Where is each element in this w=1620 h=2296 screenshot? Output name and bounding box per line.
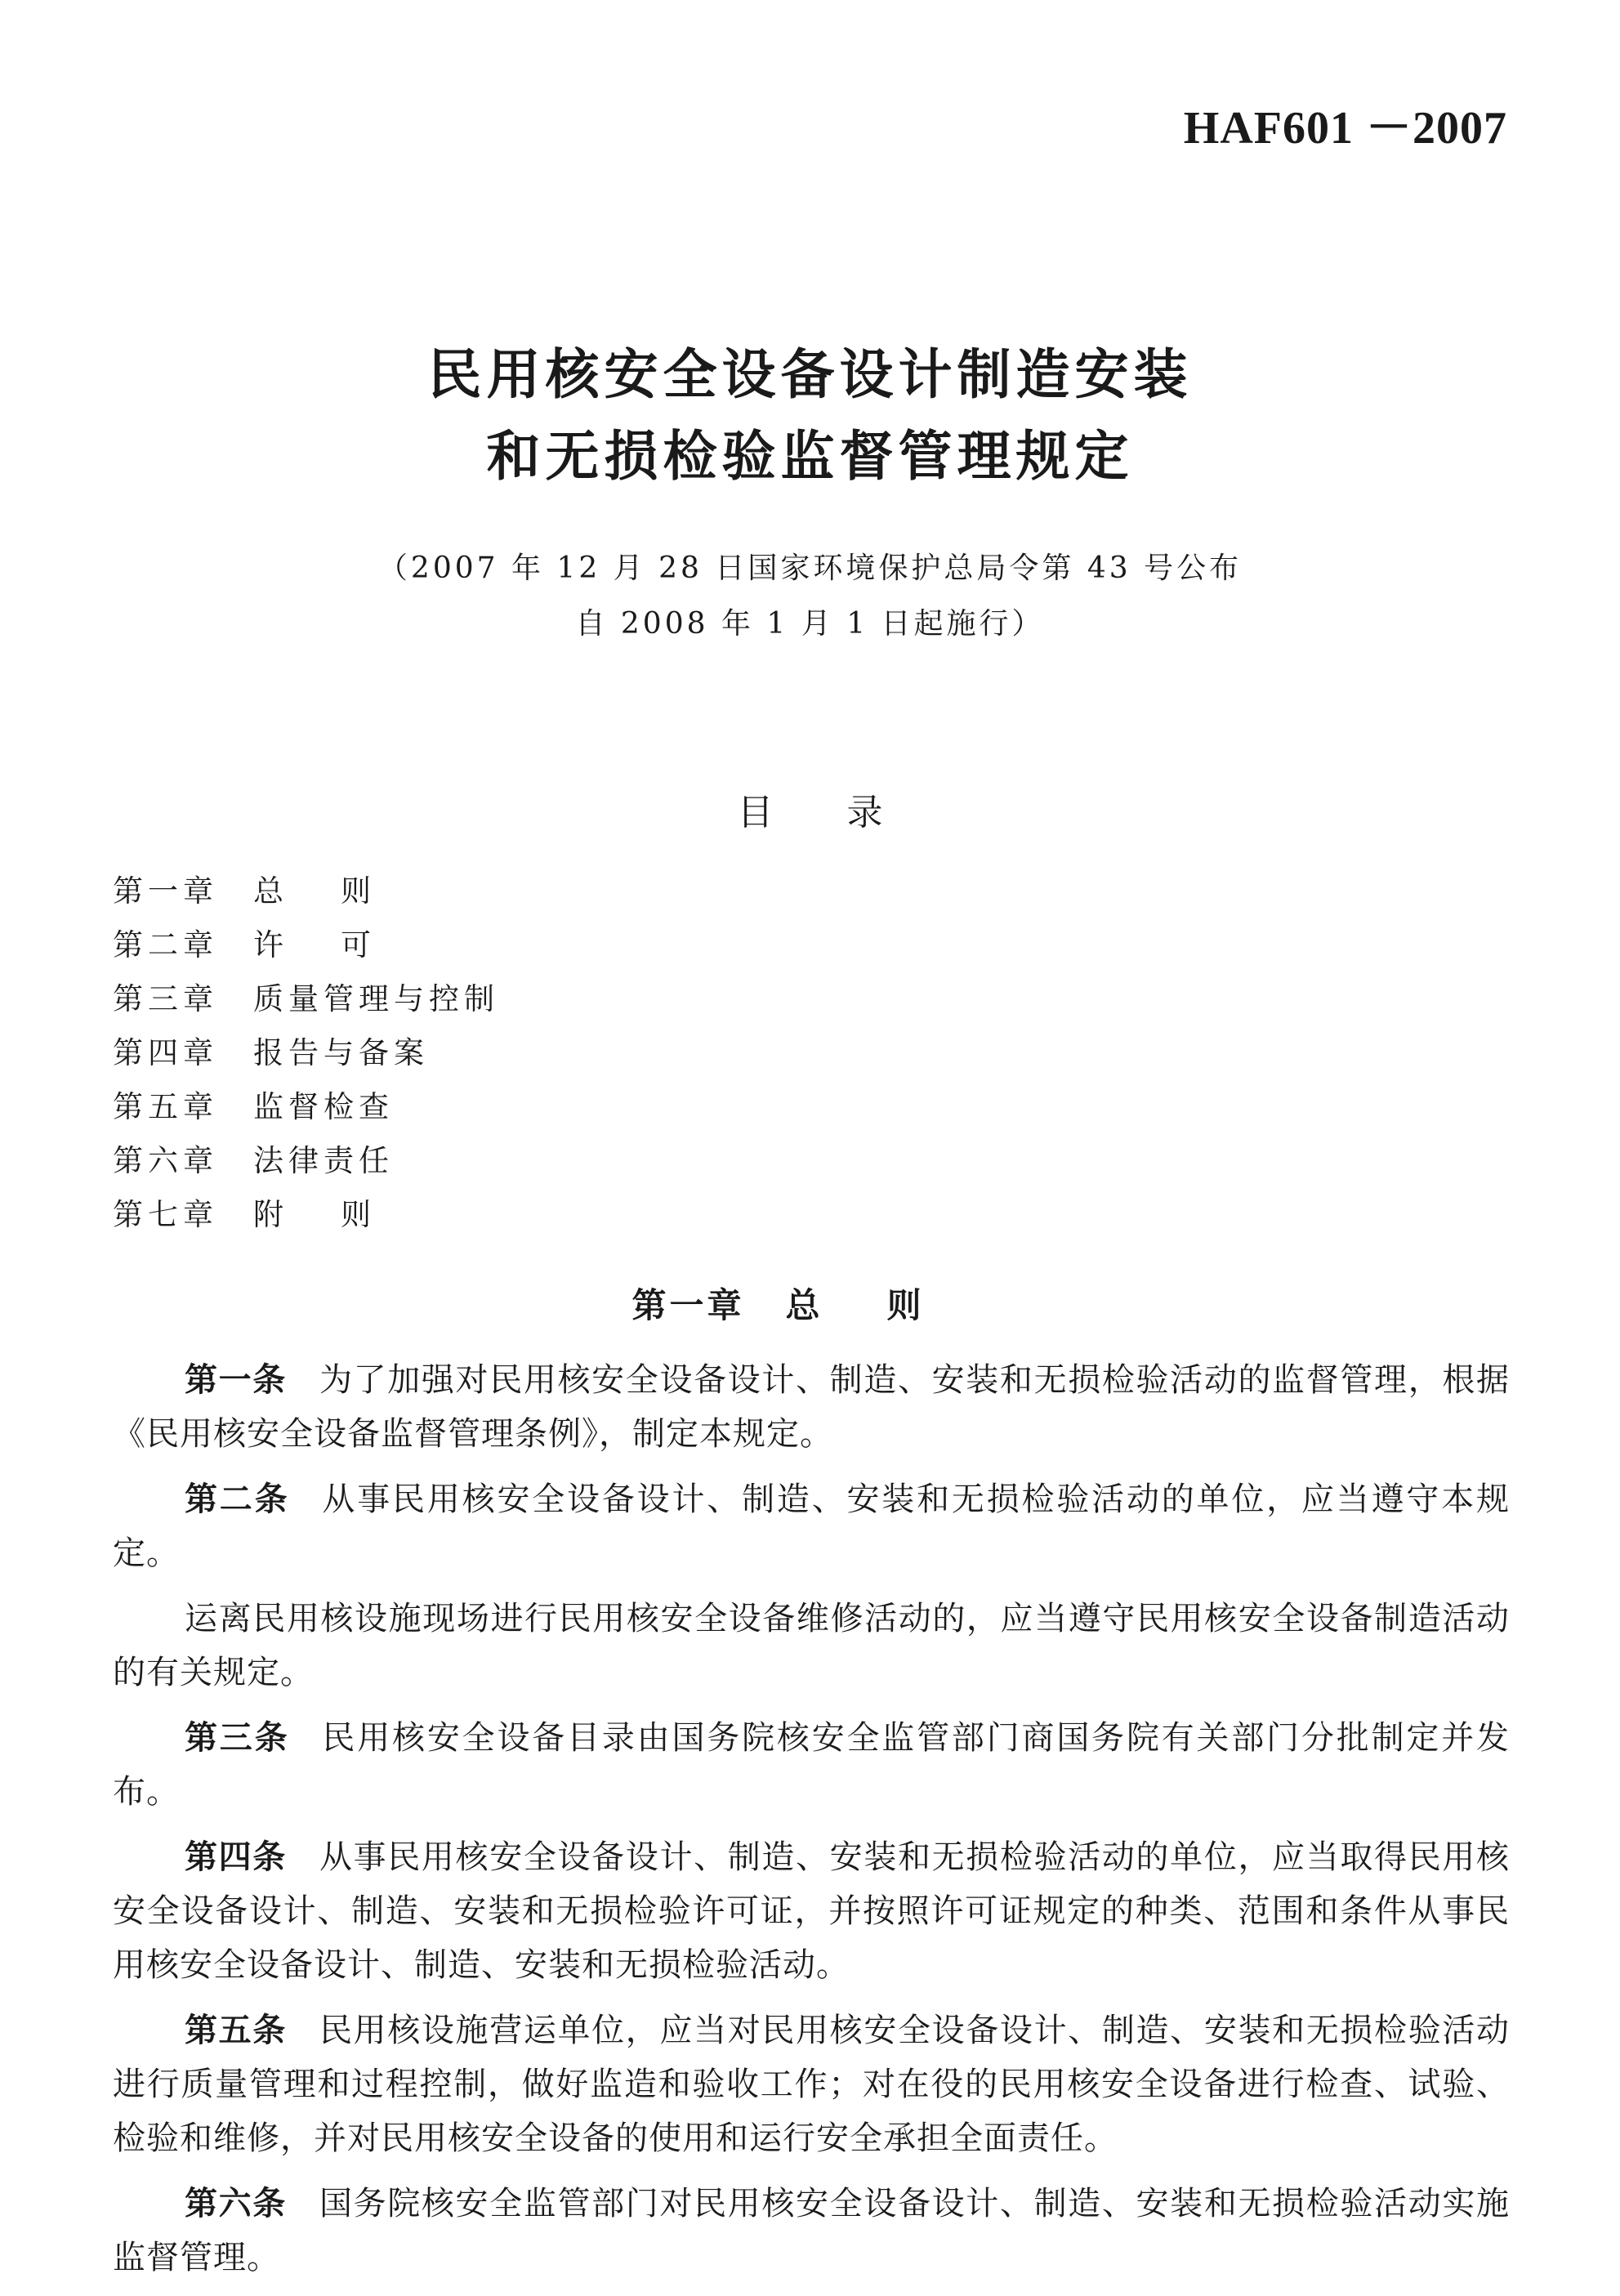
document-title-line-2: 和无损检验监督管理规定 bbox=[486, 425, 1134, 488]
article-text: 从事民用核安全设备设计、制造、安装和无损检验活动的单位，应当遵守本规定。 bbox=[113, 1481, 1511, 1572]
article-paragraph bbox=[113, 1353, 1510, 1461]
article-number: 第一条 bbox=[185, 1361, 287, 1399]
article-paragraph bbox=[113, 2177, 1510, 2285]
toc-chapter-name: 监督检查 bbox=[253, 1089, 394, 1124]
toc-item bbox=[113, 1080, 499, 1134]
article-paragraph bbox=[113, 2003, 1510, 2165]
toc-item bbox=[113, 918, 499, 972]
article-text: 从事民用核安全设备设计、制造、安装和无损检验活动的单位，应当取得民用核安全设备设计、制造、安装和无损检验许可证，并按照许可证规定的种类、范围和条件从事民用核安全设备设计、制造、安装和无损检验活动。 bbox=[113, 1838, 1511, 1984]
toc-chapter-number: 第四章 bbox=[113, 1035, 218, 1070]
toc-chapter-number: 第六章 bbox=[113, 1143, 218, 1178]
toc-chapter-number: 第一章 bbox=[113, 873, 218, 909]
promulgation-note-line-1: （2007 年 12 月 28 日国家环境保护总局令第 43 号公布 bbox=[377, 552, 1243, 585]
toc-chapter-number: 第七章 bbox=[113, 1197, 218, 1232]
article-text: 民用核安全设备目录由国务院核安全监管部门商国务院有关部门分批制定并发布。 bbox=[113, 1719, 1511, 1811]
toc-item bbox=[113, 972, 499, 1026]
article-number: 第五条 bbox=[185, 2012, 287, 2049]
toc-chapter-name: 附则 bbox=[253, 1197, 428, 1232]
article-text: 民用核设施营运单位，应当对民用核安全设备设计、制造、安装和无损检验活动进行质量管理和过程控制，做好监造和验收工作；对在役的民用核安全设备进行检查、试验、检验和维修，并对民用核安全设备的使用和运行安全承担全面责任。 bbox=[113, 2012, 1511, 2157]
toc-chapter-number: 第二章 bbox=[113, 927, 218, 963]
article-text: 国务院核安全监管部门对民用核安全设备设计、制造、安装和无损检验活动实施监督管理。 bbox=[113, 2185, 1511, 2276]
article-paragraph bbox=[113, 1711, 1510, 1819]
article-number: 第二条 bbox=[185, 1481, 290, 1518]
toc-item bbox=[113, 1188, 499, 1242]
document-code: HAF601 －2007 bbox=[1183, 103, 1507, 154]
article-number: 第六条 bbox=[185, 2185, 287, 2222]
toc-item bbox=[113, 1134, 499, 1188]
article-text: 为了加强对民用核安全设备设计、制造、安装和无损检验活动的监督管理，根据《民用核安全设备监督管理条例》，制定本规定。 bbox=[113, 1361, 1511, 1453]
toc-heading: 目录 bbox=[737, 792, 957, 833]
article-number: 第三条 bbox=[185, 1719, 290, 1757]
toc-chapter-name: 质量管理与控制 bbox=[253, 981, 499, 1016]
promulgation-note-line-2: 自 2008 年 1 月 1 日起施行） bbox=[575, 607, 1045, 641]
article-paragraph bbox=[113, 1830, 1510, 1992]
toc-chapter-number: 第五章 bbox=[113, 1089, 218, 1124]
chapter-heading bbox=[0, 1279, 1620, 1328]
article-text: 运离民用核设施现场进行民用核安全设备维修活动的，应当遵守民用核安全设备制造活动的有关规定。 bbox=[113, 1600, 1510, 1691]
article-paragraph bbox=[113, 1592, 1510, 1700]
table-of-contents bbox=[113, 864, 499, 1242]
chapter-number: 第一章 bbox=[631, 1285, 745, 1325]
toc-chapter-name: 总则 bbox=[253, 873, 428, 909]
toc-chapter-name: 报告与备案 bbox=[253, 1035, 429, 1070]
toc-chapter-name: 许可 bbox=[253, 927, 428, 963]
article-number: 第四条 bbox=[185, 1838, 287, 1876]
toc-chapter-name: 法律责任 bbox=[253, 1143, 394, 1178]
toc-item bbox=[113, 1026, 499, 1080]
toc-chapter-number: 第三章 bbox=[113, 981, 218, 1016]
chapter-body bbox=[113, 1353, 1510, 2296]
document-title-line-1: 民用核安全设备设计制造安装 bbox=[427, 343, 1193, 406]
chapter-name: 总则 bbox=[785, 1285, 989, 1325]
article-paragraph bbox=[113, 1472, 1510, 1580]
toc-item bbox=[113, 864, 499, 918]
